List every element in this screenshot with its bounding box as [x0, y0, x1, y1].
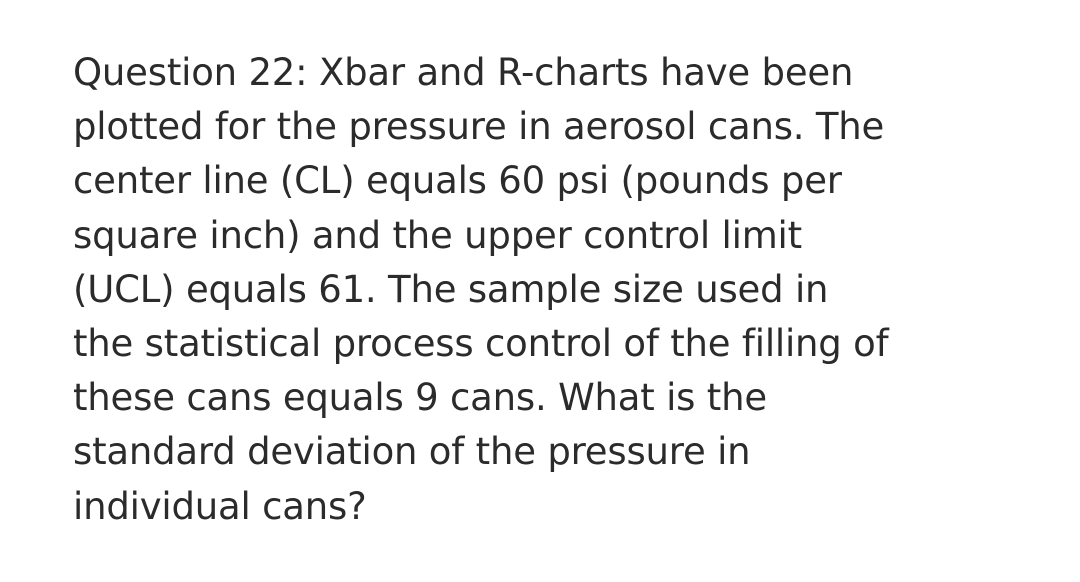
question-line: (UCL) equals 61. The sample size used in [73, 267, 829, 311]
question-line: these cans equals 9 cans. What is the [73, 376, 767, 420]
question-line: standard deviation of the pressure in [73, 430, 751, 474]
question-line: Question 22: Xbar and R-charts have been [73, 51, 854, 94]
question-text [73, 46, 1053, 534]
question-line: plotted for the pressure in aerosol cans. The [73, 105, 885, 149]
question-line: center line (CL) equals 60 psi (pounds per [73, 159, 842, 203]
question-line: square inch) and the upper control limit [73, 213, 802, 257]
question-line: individual cans? [73, 484, 367, 528]
question-line: the statistical process control of the filling of [73, 322, 889, 366]
